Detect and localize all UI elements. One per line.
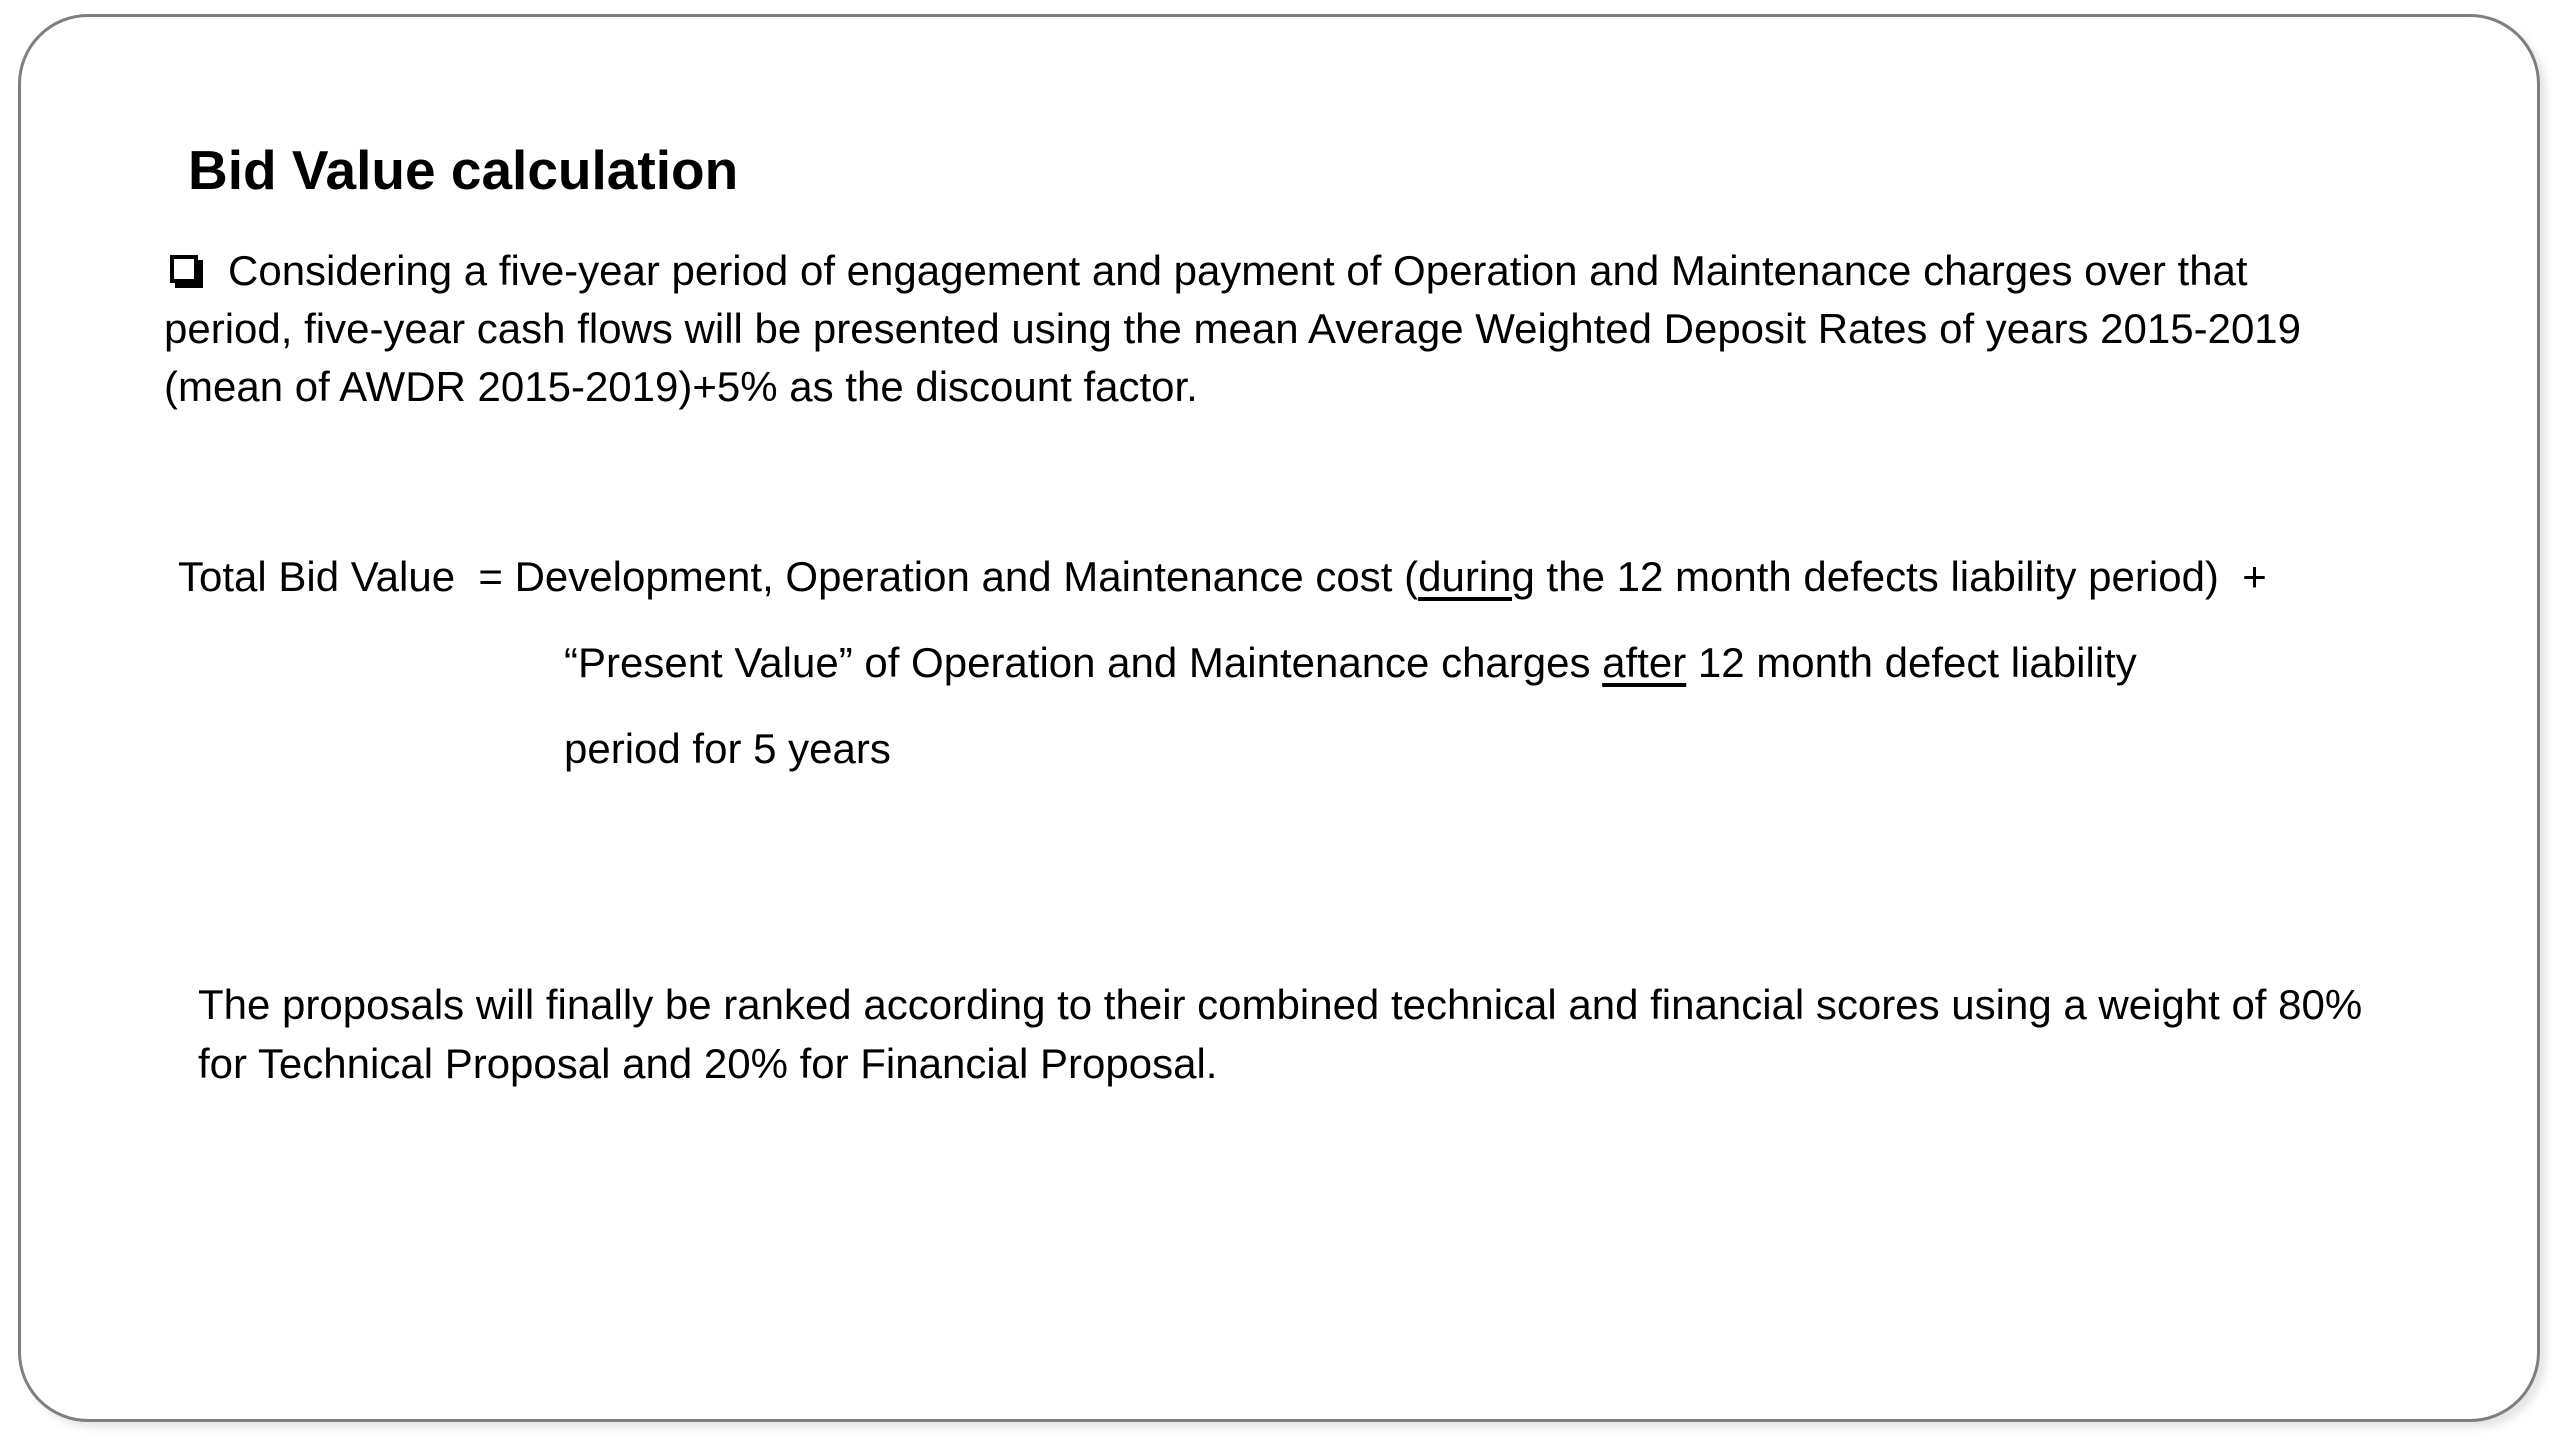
formula-underlined-after: after: [1602, 639, 1687, 686]
bullet-paragraph: [164, 242, 2314, 416]
formula-line-1-prefix: Total Bid Value = Development, Operation and Maintenance cost (: [178, 553, 1419, 600]
formula-line-2-prefix: “Present Value” of Operation and Maintenance charges: [564, 639, 1603, 686]
formula-line-3: period for 5 years: [564, 725, 891, 772]
formula-line-2: [564, 634, 2137, 692]
formula-line-1-suffix: the 12 month defects liability period) +: [1534, 553, 2267, 600]
checkbox-icon: [170, 255, 198, 283]
formula-line-2-suffix: 12 month defect liability: [1686, 639, 2137, 686]
slide-frame: [18, 14, 2540, 1422]
formula-underlined-during: during: [1418, 553, 1535, 600]
ranking-paragraph: The proposals will finally be ranked according to their combined technical and financial scores using a weight of 80% for Technical Proposal and 20% for Financial Proposal.: [198, 981, 2363, 1087]
formula-line-1: [178, 548, 2267, 606]
bullet-text: Considering a five-year period of engagement and payment of Operation and Maintenance charges over that period, five-year cash flows will be presented using the mean Average Weighted Deposit Rates of years 2015-2019 (mean of AWDR 2015-2019)+5% as the discount factor.: [164, 247, 2302, 410]
slide-title: Bid Value calculation: [188, 139, 739, 201]
